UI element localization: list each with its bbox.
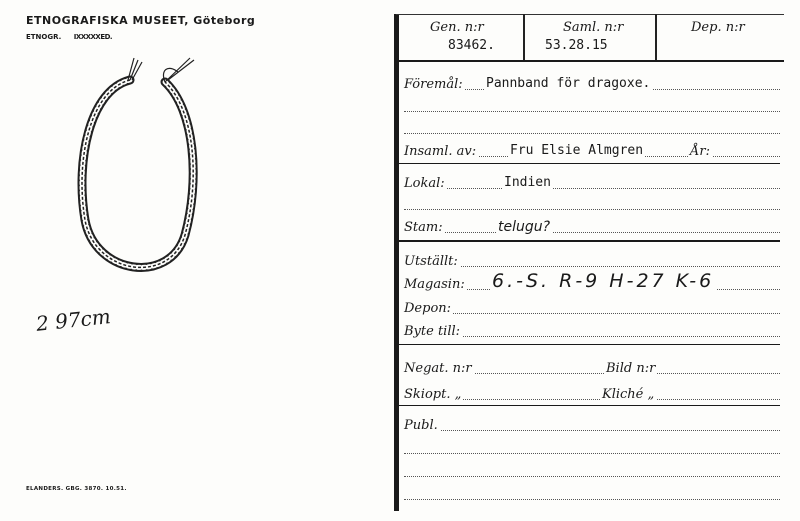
row-blank-6 [404, 484, 780, 502]
row-utstallt [404, 251, 780, 269]
row-foremal [404, 74, 780, 92]
row-lokal [404, 173, 780, 191]
magasin-label: Magasin: [404, 277, 465, 292]
gen-nr-label: Gen. n:r [430, 20, 484, 35]
magasin-value: 6.-S. R-9 H-27 K-6 [492, 270, 715, 292]
department-label: ETNOGR. [26, 33, 62, 41]
foremal-value: Pannband för dragoxe. [486, 76, 651, 91]
gen-nr-value: 83462. [448, 38, 495, 53]
row-blank-5 [404, 461, 780, 479]
row-publ [404, 415, 780, 433]
skiopt-label: Skiopt. „ [404, 387, 462, 402]
publ-label: Publ. [404, 418, 438, 433]
stam-value: telugu? [498, 219, 551, 235]
lokal-label: Lokal: [404, 176, 445, 191]
ar-label: År: [690, 144, 710, 159]
saml-nr-value: 53.28.15 [545, 38, 608, 53]
form-left-border [394, 14, 399, 511]
department-stamp: IXXXXXED. [73, 33, 113, 41]
row-blank-4 [404, 438, 780, 456]
form-top-rule [396, 14, 784, 15]
row-blank-1 [404, 96, 780, 114]
insaml-value: Fru Elsie Almgren [510, 143, 644, 158]
saml-nr-label: Saml. n:r [563, 20, 624, 35]
header-divider-1 [523, 14, 525, 60]
row-blank-2 [404, 118, 780, 136]
section-rule-2 [396, 240, 780, 242]
header-divider-2 [655, 14, 657, 60]
lokal-value: Indien [504, 175, 551, 190]
stam-label: Stam: [404, 220, 443, 235]
kliche-label: Kliché „ [602, 387, 655, 402]
museum-title: ETNOGRAFISKA MUSEET, Göteborg [26, 14, 256, 27]
depon-label: Depon: [404, 301, 452, 316]
row-byte [404, 321, 780, 339]
necklace-drawing [60, 50, 220, 290]
foremal-label: Föremål: [404, 77, 463, 92]
section-rule-3 [396, 344, 780, 345]
museum-department [26, 33, 112, 41]
utstallt-label: Utställt: [404, 254, 458, 269]
section-rule-4 [396, 405, 780, 406]
row-depon [404, 298, 780, 316]
bild-label: Bild n:r [606, 361, 656, 376]
negat-label: Negat. n:r [404, 361, 472, 376]
printer-imprint: ELANDERS. GBG. 3870. 10.51. [26, 486, 127, 492]
insaml-label: Insaml. av: [404, 144, 477, 159]
row-magasin [404, 270, 780, 292]
dep-nr-label: Dep. n:r [691, 20, 745, 35]
row-negat [404, 358, 780, 376]
section-rule-1 [396, 163, 780, 164]
header-bottom-rule [396, 60, 784, 62]
row-stam [404, 217, 780, 235]
row-insaml [404, 141, 780, 159]
byte-label: Byte till: [404, 324, 461, 339]
handwritten-size-note: 2 97cm [34, 304, 112, 336]
row-skiopt [404, 384, 780, 402]
row-blank-3 [404, 194, 780, 212]
